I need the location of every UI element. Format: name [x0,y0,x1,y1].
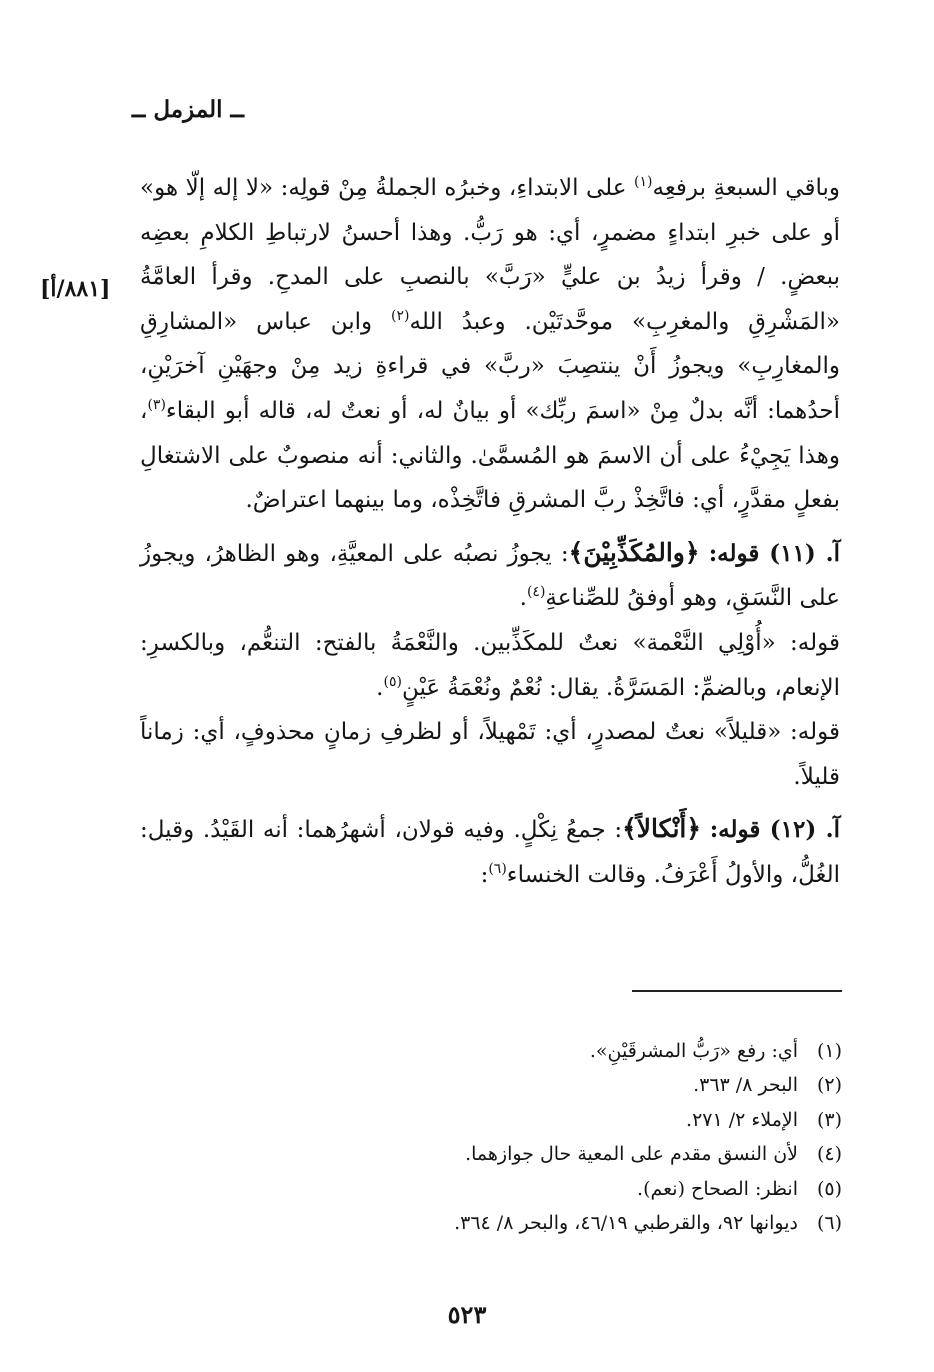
verse-commentary-12: آ. (١٢) قوله: ﴿أَنْكالاً﴾: جمعُ نِكْلٍ. وفيه قولان، أشهرُهما: أنه القَيْدُ. وقيل: الغُلُّ، والأولُ أَعْرَفُ. وقالت الخنساء$^{(٦)}$: [140,814,840,888]
footnote-4: (٤)لأن النسق مقدم على المعية حال جوازهما. [465,1143,842,1166]
main-text [140,166,840,898]
footnote-marker: (٤) [526,584,546,601]
footnotes [282,1034,842,1240]
verse-number: آ. (١١) قوله: [708,539,840,567]
running-header: ــ المزمل ــ [131,96,244,123]
footnote-3: (٣)الإملاء ٢/ ٢٧١. [686,1108,842,1131]
paragraph-1: وباقي السبعةِ برفعِه$^{(١)}$ على الابتداءِ، وخبرُه الجملةُ مِنْ قولِه: «لا إله إلّا هو» أو على خبرِ ابتداءٍ مضمرٍ، أي: هو رَبُّ. وهذا أحسنُ لارتباطِ الكلامِ بعضِه ببعضٍ. / وقرأ زيدُ بن عليٍّ «رَبَّ» بالنصبِ على المدحِ. وقرأ العامَّةُ «المَشْرِقِ والمغرِبِ» موحَّدتَيْن. وعبدُ الله$^{(٢)}$ وابن عباس «المشارِقِ والمغارِبِ» ويجوزُ أَنْ ينتصِبَ «ربَّ» في قراءةِ زيد مِنْ وجهَيْنِ آخرَيْنِ، أحدُهما: أنَّه بدلٌ مِنْ «اسمَ ربِّك» أو بيانٌ له، أو نعتٌ له، قاله أبو البقاء$^{(٣)}$، وهذا يَجِيْءُ على أن الاسمَ هو المُسمَّىٰ. والثاني: أنه منصوبٌ على الاشتغالِ بفعلٍ مقدَّرٍ، أي: فاتَّخِذْ ربَّ المشرقِ فاتَّخِذْه، وما بينهما اعتراضٌ. [140,174,841,514]
verse-number: آ. (١٢) قوله: [709,816,840,844]
footnote-2: (٢)البحر ٨/ ٣٦٣. [693,1074,842,1097]
footnote-marker: (٦) [488,860,507,877]
footnote-marker: (١) [634,174,653,190]
footnote-1: (١)أي: رفع «رَبُّ المشرقَيْنِ». [589,1040,842,1062]
paragraph-qalilan: قوله: «قليلاً» نعتٌ لمصدرٍ، أي: تَمْهيلاً، أو لظرفِ زمانٍ محذوفٍ، أي: زماناً قليلاً. [140,719,840,790]
footnote-marker: (٣) [147,396,166,413]
footnote-6: (٦)ديوانها ٩٢، والقرطبي ٤٦/١٩، والبحر ٨/ ٣٦٤. [454,1212,842,1235]
quran-word: ﴿أَنْكالاً﴾ [622,814,702,844]
page-number: ٥٢٣ [447,1300,487,1329]
footnote-5: (٥)انظر: الصحاح (نعم). [637,1177,842,1200]
footnote-marker: (٢) [391,307,410,324]
footnote-marker: (٥) [383,673,402,690]
quran-word: ﴿والمُكَذِّبِيْنَ﴾ [568,537,700,567]
paragraph-nima: قوله: «أُوْلِي النَّعْمة» نعتٌ للمكَذِّبين. والنَّعْمَةُ بالفتح: التنعُّم، وبالكسرِ: الإنعام، وبالضمِّ: المَسَرَّةُ. يقال: نُعْمٌ ونُعْمَةُ عَيْنٍ$^{(٥)}$. [140,629,840,701]
verse-commentary-11: آ. (١١) قوله: ﴿والمُكَذِّبِيْنَ﴾: يجوزُ نصبُه على المعيَّةِ، وهو الظاهرُ، ويجوزُ على النَّسَقِ، وهو أوفقُ للصِّناعةِ$^{(٤)}$. [140,537,840,612]
margin-reference: [٨٨١/أ] [40,276,111,302]
footnote-divider [632,990,842,992]
